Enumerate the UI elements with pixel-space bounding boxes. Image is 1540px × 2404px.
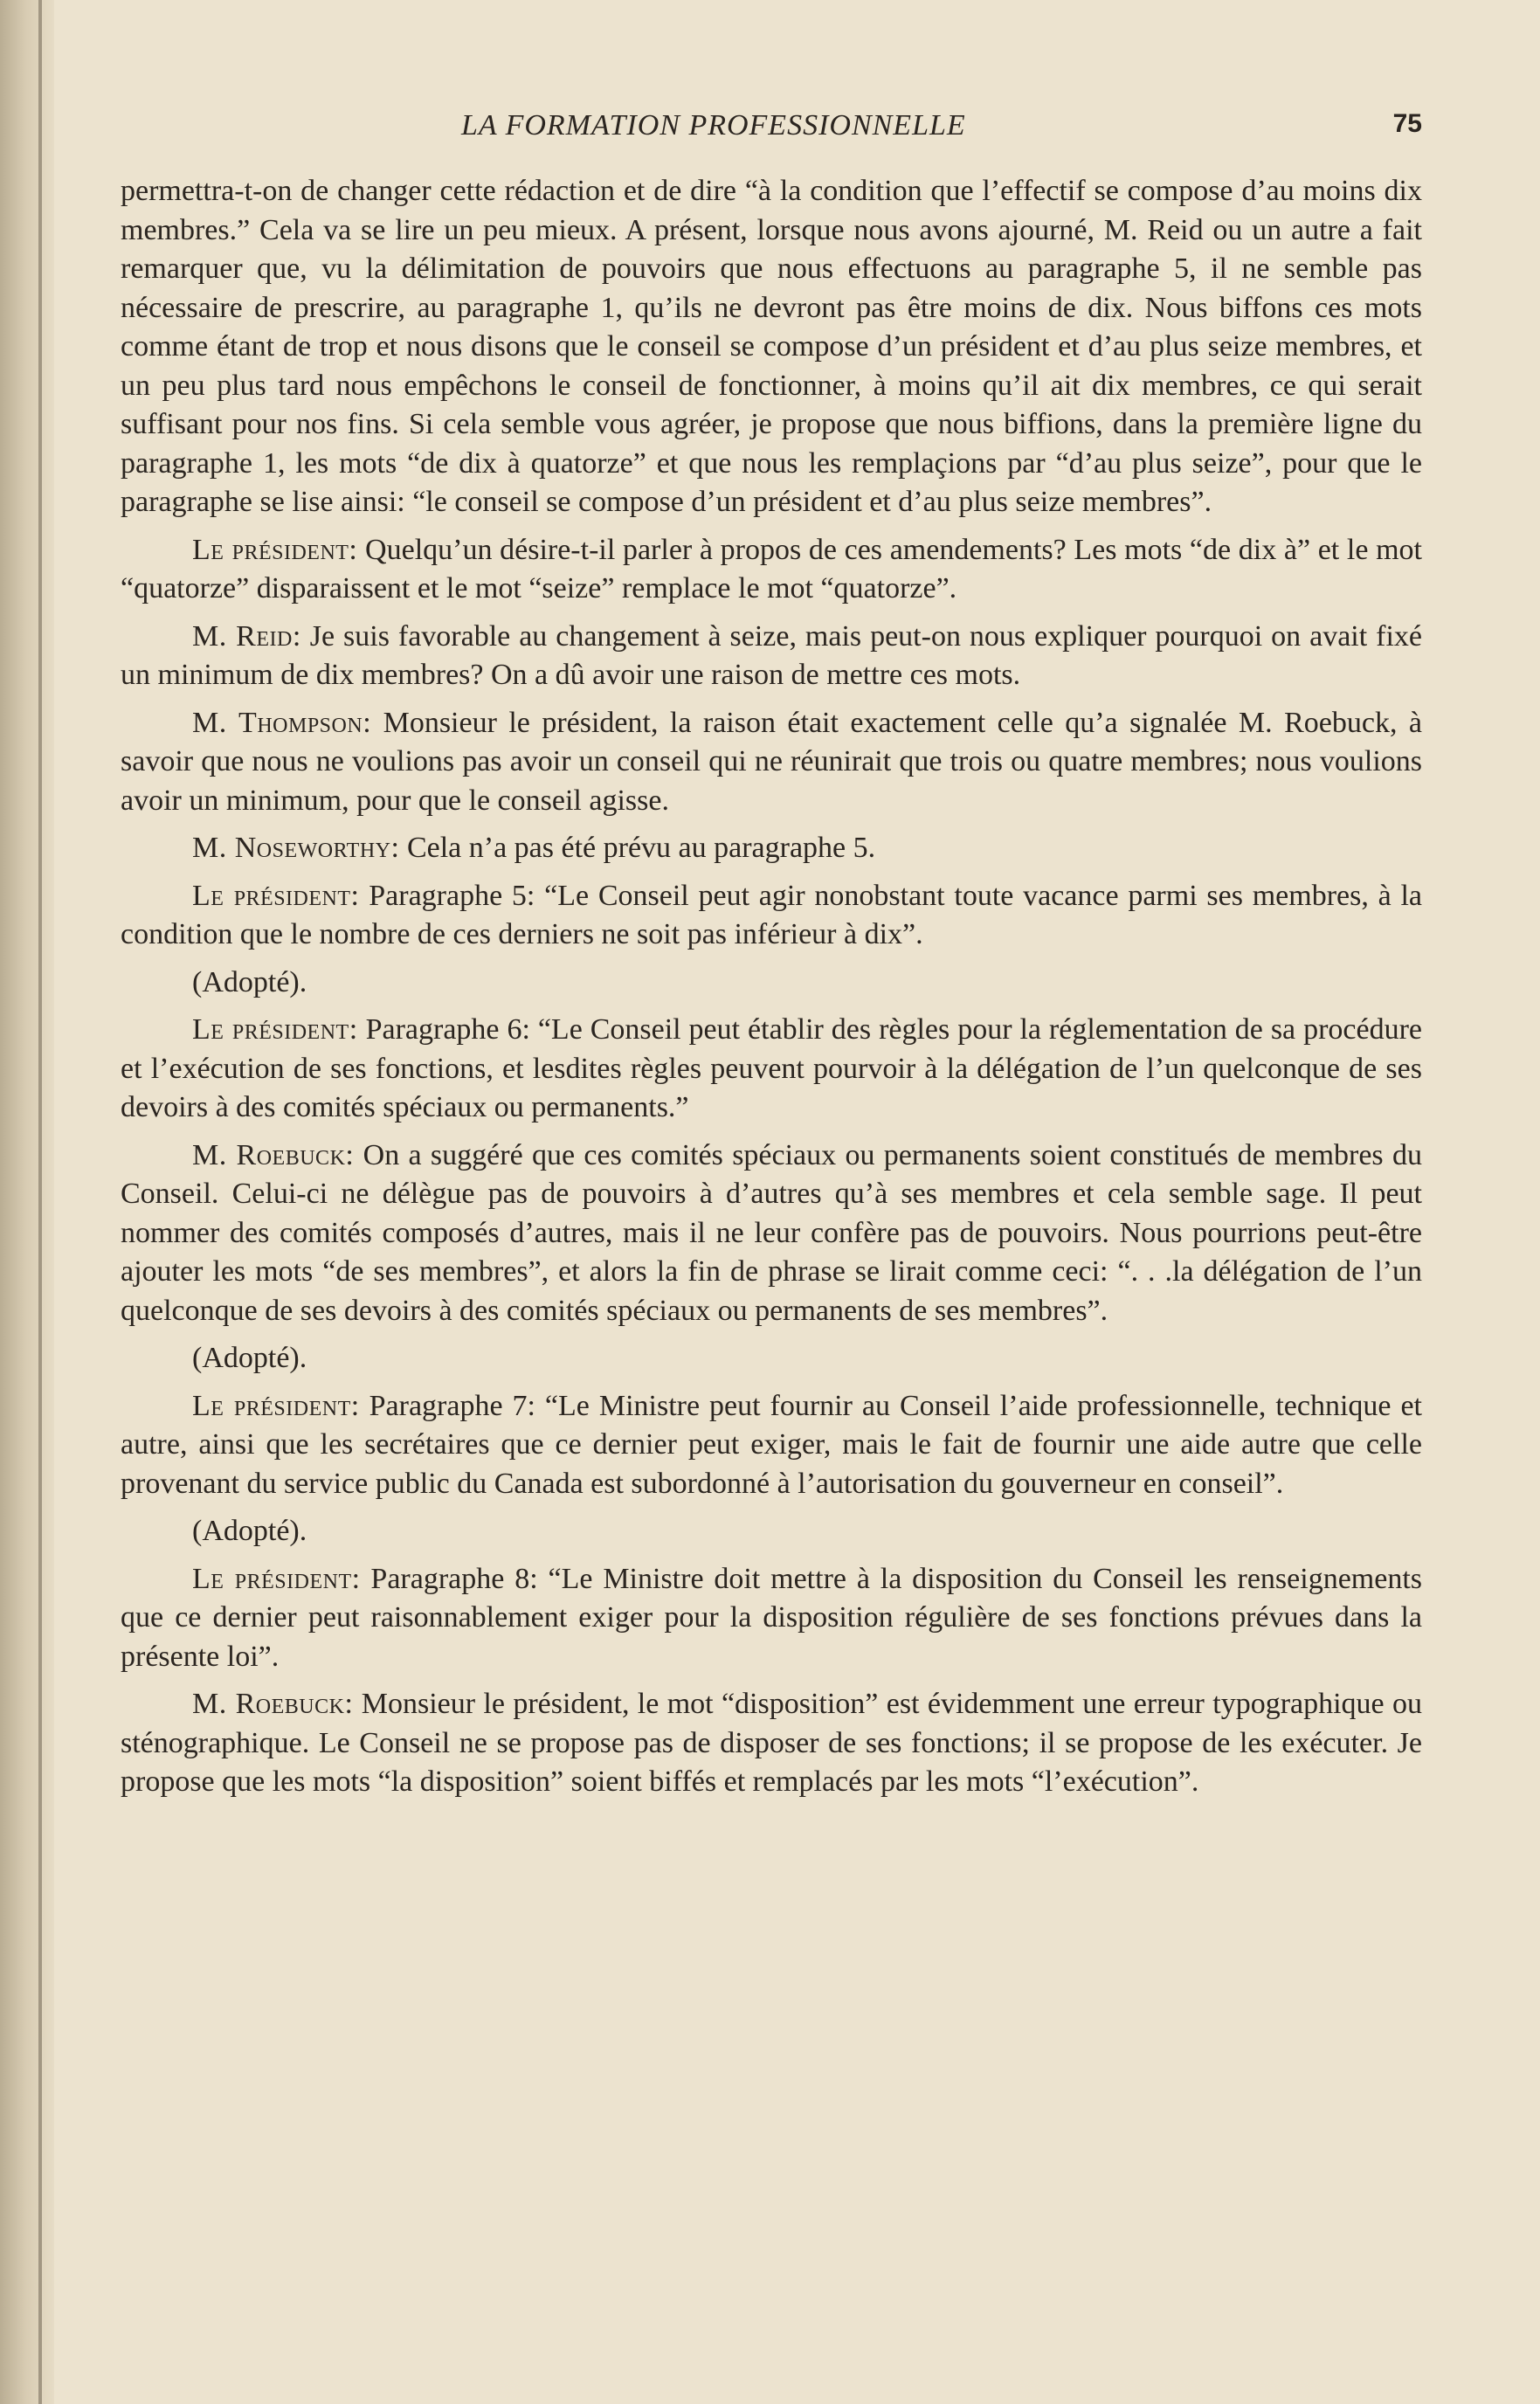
paragraph-speaker: M. Roebuck: bbox=[192, 1138, 355, 1171]
paragraph-text: Cela n’a pas été prévu au paragraphe 5. bbox=[399, 832, 876, 864]
paragraph bbox=[121, 172, 1422, 522]
paragraph bbox=[121, 618, 1422, 695]
running-title: LA FORMATION PROFESSIONNELLE bbox=[461, 109, 966, 142]
paragraph bbox=[121, 1387, 1422, 1504]
paragraph-text: (Adopté). bbox=[192, 965, 307, 998]
paragraph bbox=[121, 1136, 1422, 1331]
paragraph-text: Je suis favorable au changement à seize, mais peut-on nous expliquer pourquoi on avait fixé un minimum de dix membres? On a dû avoir une raison de mettre ces mots. bbox=[121, 619, 1422, 691]
page-number: 75 bbox=[1392, 109, 1422, 138]
paragraph-text: Paragraphe 7: “Le Ministre peut fournir au Conseil l’aide professionnelle, technique et autre, ainsi que les secrétaires que ce dernier peut exiger, mais le fait de fournir une aide autre que celle provenant du service public du Canada est subordonné à l’autorisation du gouverneur en conseil”. bbox=[121, 1389, 1423, 1500]
document-page bbox=[121, 100, 1422, 1811]
paragraph bbox=[121, 1011, 1422, 1128]
paragraph-text: (Adopté). bbox=[192, 1515, 307, 1547]
paragraph-text: Quelqu’un désire-t-il parler à propos de ces amendements? Les mots “de dix à” et le mot “quatorze” disparaissent et le mot “seize” remplace le mot “quatorze”. bbox=[121, 533, 1423, 604]
binding-edge bbox=[38, 0, 42, 2404]
paragraph bbox=[121, 1685, 1422, 1802]
paragraph bbox=[121, 829, 1422, 868]
paragraph bbox=[121, 1339, 1422, 1378]
document-body bbox=[121, 172, 1422, 1802]
paragraph-text: Monsieur le président, la raison était exactement celle qu’a signalée M. Roebuck, à savoir que nous ne voulions pas avoir un conseil qui ne réunirait que trois ou quatre membres; nous voulions avoir un minimum, pour que le conseil agisse. bbox=[121, 706, 1422, 817]
paragraph-text: On a suggéré que ces comités spéciaux ou permanents soient constitués de membres du Conseil. Celui-ci ne délègue pas de pouvoirs à d’autres qu’à ses membres et cela semble sage. Il peut nommer des comités composés d’autres, mais il ne leur confère pas de pouvoirs. Nous pourrions peut-être ajouter les mots “de ses membres”, et alors la fin de phrase se lirait comme ceci: “. . .la délégation de l’un quelconque de ses devoirs à des comités spéciaux ou permanents de ses membres”. bbox=[121, 1138, 1422, 1327]
paragraph-speaker: Le président: bbox=[192, 879, 360, 912]
paragraph-text: Paragraphe 6: “Le Conseil peut établir des règles pour la réglementation de sa procédure et l’exécution de ses fonctions, et lesdites règles peuvent pourvoir à la délégation de l’un quelconque de ses devoirs à des comités spéciaux ou permanents.” bbox=[121, 1013, 1422, 1123]
paragraph-speaker: M. Reid: bbox=[192, 619, 301, 653]
page-header bbox=[121, 100, 1422, 153]
paragraph-text: Paragraphe 5: “Le Conseil peut agir nonobstant toute vacance parmi ses membres, à la condition que le nombre de ces derniers ne soit pas inférieur à dix”. bbox=[121, 879, 1423, 950]
paragraph bbox=[121, 1560, 1422, 1677]
paragraph-text: Paragraphe 8: “Le Ministre doit mettre à la disposition du Conseil les renseignements que ce dernier peut raisonnablement exiger pour la disposition régulière de ses fonctions prévues dans la présente loi”. bbox=[121, 1562, 1422, 1673]
paragraph bbox=[121, 531, 1422, 609]
paragraph-speaker: Le président: bbox=[192, 533, 358, 566]
page-gutter bbox=[0, 0, 54, 2404]
paragraph-speaker: Le président: bbox=[192, 1389, 360, 1422]
paragraph-speaker: M. Roebuck: bbox=[192, 1688, 354, 1720]
paragraph bbox=[121, 964, 1422, 1003]
paragraph-text: permettra-t-on de changer cette rédaction et de dire “à la condition que l’effectif se compose d’au moins dix membres.” Cela va se lire un peu mieux. A présent, lorsque nous avons ajourné, M. Reid ou un autre a fait remarquer que, vu la délimitation de pouvoirs que nous effectuons au paragraphe 5, il ne semble pas nécessaire de prescrire, au paragraphe 1, qu’ils ne devront pas être moins de dix. Nous biffons ces mots comme étant de trop et nous disons que le conseil se compose d’un président et d’au plus seize membres, et un peu plus tard nous empêchons le conseil de fonctionner, à moins qu’il ait dix membres, ce qui serait suffisant pour nos fins. Si cela semble vous agréer, je propose que nous biffions, dans la première ligne du paragraphe 1, les mots “de dix à quatorze” et que nous les remplaçions par “d’au plus seize”, pour que le paragraphe se lise ainsi: “le conseil se compose d’un président et d’au plus seize membres”. bbox=[121, 175, 1422, 518]
paragraph-speaker: M. Noseworthy: bbox=[192, 832, 400, 864]
paragraph-speaker: Le président: bbox=[192, 1562, 361, 1595]
paragraph-text: (Adopté). bbox=[192, 1342, 307, 1374]
paragraph-text: Monsieur le président, le mot “disposition” est évidemment une erreur typographique ou sténographique. Le Conseil ne se propose pas de disposer de ses fonctions; il se propose de les exécuter. Je propose que les mots “la disposition” soient biffés et remplacés par les mots “l’exécution”. bbox=[121, 1688, 1422, 1798]
paragraph bbox=[121, 1512, 1422, 1551]
paragraph-speaker: Le président: bbox=[192, 1013, 358, 1046]
paragraph-speaker: M. Thompson: bbox=[192, 706, 372, 739]
paragraph bbox=[121, 704, 1422, 821]
paragraph bbox=[121, 877, 1422, 955]
